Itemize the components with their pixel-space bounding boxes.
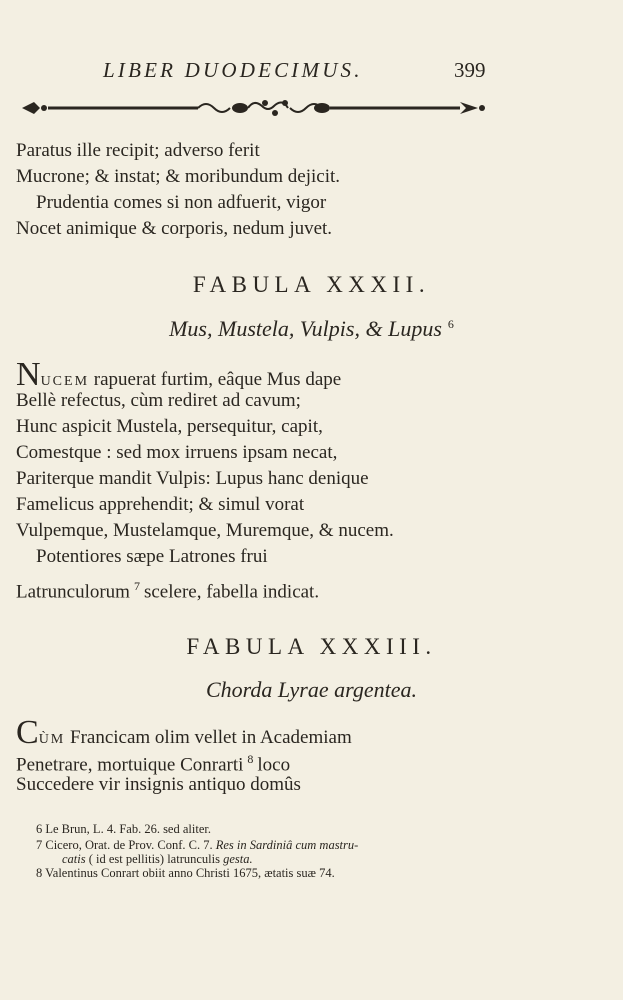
- footnote: 6 Le Brun, L. 4. Fab. 26. sed aliter.: [36, 822, 211, 836]
- text-line: Comestque : sed mox irruens ipsam necat,: [16, 442, 338, 463]
- text-line: Hunc aspicit Mustela, persequitur, capit,: [16, 416, 323, 437]
- footnote-text-italic: gesta.: [223, 852, 253, 866]
- ornament-rule-icon: [20, 96, 490, 120]
- text-line: Mucrone; & instat; & moribundum dejicit.: [16, 166, 341, 187]
- line-text: rapuerat furtim, eâque Mus dape: [93, 369, 342, 390]
- running-head: [0, 58, 623, 88]
- line-text: Latrunculorum: [16, 581, 130, 603]
- footnote-text: 7 Cicero, Orat. de Prov. Conf. C. 7.: [36, 838, 213, 852]
- small-caps: UCEM: [40, 374, 90, 389]
- text-line: [16, 714, 352, 751]
- footnote: [62, 852, 253, 867]
- footnote-text-italic: catis: [62, 852, 86, 866]
- text-line: Paratus ille recipit; adverso ferit: [16, 140, 260, 161]
- footnote: [36, 838, 358, 853]
- text-line: Pariterque mandit Vulpis: Lupus hanc denique: [16, 468, 369, 489]
- text-line: Famelicus apprehendit; & simul vorat: [16, 494, 305, 515]
- footnote: 8 Valentinus Conrart obiit anno Christi 1675, ætatis suæ 74.: [36, 866, 335, 880]
- fable-title: Chorda Lyrae argentea.: [206, 677, 417, 702]
- line-text: Penetrare, mortuique Conrarti: [16, 754, 244, 776]
- line-text: scelere, fabella indicat.: [143, 581, 320, 603]
- footnote-ref: 7: [133, 579, 140, 593]
- fable-title-text: Mus, Mustela, Vulpis, & Lupus: [169, 316, 442, 341]
- line-text: Francicam olim vellet in Academiam: [70, 727, 352, 748]
- drop-cap: C: [16, 714, 39, 751]
- small-caps: ÙM: [38, 732, 66, 747]
- text-line: Bellè refectus, cùm rediret ad cavum;: [16, 390, 301, 411]
- footnote-text-italic: Res in Sardiniâ cum mastru-: [215, 838, 359, 852]
- text-line: Succedere vir insignis antiquo domûs: [16, 774, 301, 795]
- running-title: LIBER DUODECIMUS.: [103, 58, 363, 82]
- footnote-text: ( id est pellitis) latrunculis: [88, 852, 220, 866]
- text-line: [16, 356, 342, 393]
- text-line: [16, 748, 290, 776]
- fable-heading: FABULA XXXIII.: [186, 634, 437, 659]
- page-number: 399: [454, 58, 486, 82]
- fable-title: [0, 316, 623, 342]
- text-line: Potentiores sæpe Latrones frui: [36, 546, 268, 567]
- fable-heading: FABULA XXXII.: [192, 272, 431, 297]
- line-text: loco: [257, 754, 291, 776]
- footnote-ref: 8: [247, 752, 254, 766]
- text-line: Vulpemque, Mustelamque, Muremque, & nucem.: [16, 520, 394, 541]
- footnote-ref: 6: [447, 316, 454, 331]
- text-line: [16, 575, 319, 603]
- text-line: Prudentia comes si non adfuerit, vigor: [36, 192, 327, 213]
- text-line: Nocet animique & corporis, nedum juvet.: [16, 218, 333, 239]
- drop-cap: N: [16, 356, 41, 393]
